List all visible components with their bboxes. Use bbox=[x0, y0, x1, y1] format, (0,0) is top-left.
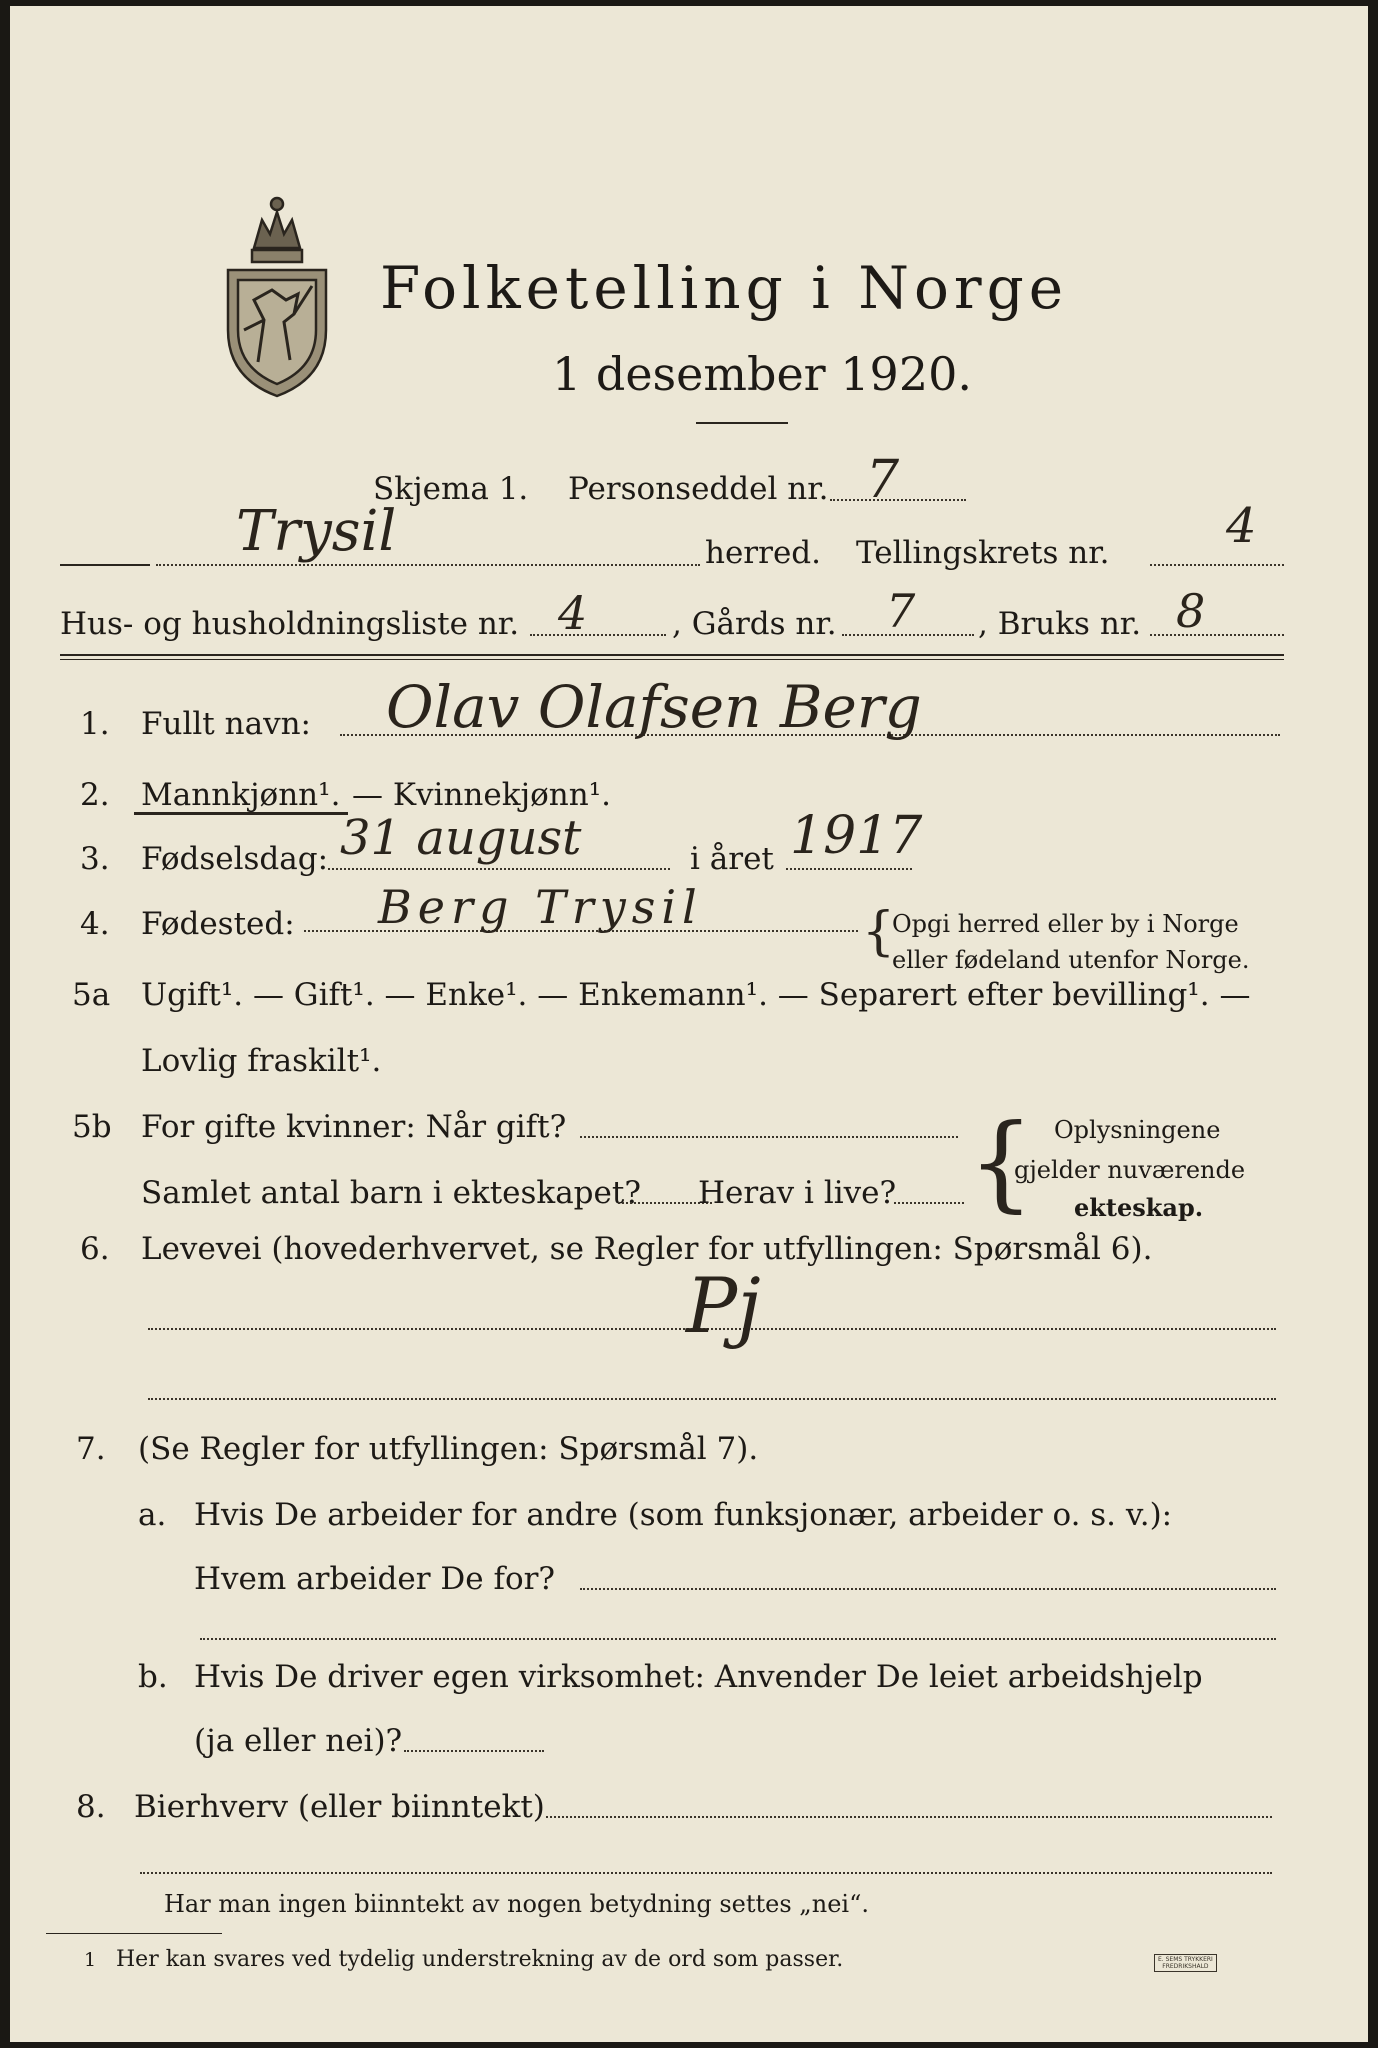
q8-line bbox=[546, 1816, 1272, 1818]
q5b-married-when-label: For gifte kvinner: Når gift? bbox=[141, 1109, 567, 1145]
bruks-value: 8 bbox=[1176, 584, 1206, 638]
q1-label: Fullt navn: bbox=[141, 706, 311, 742]
q5b-brace: { bbox=[968, 1101, 1035, 1223]
norwegian-coat-of-arms-icon bbox=[214, 190, 340, 400]
q6-number: 6. bbox=[80, 1231, 110, 1267]
q5b-children-label: Samlet antal barn i ekteskapet? bbox=[141, 1175, 641, 1211]
tellingskrets-value: 4 bbox=[1226, 498, 1257, 554]
herred-value: Trysil bbox=[236, 499, 397, 564]
q6-value: Pj bbox=[686, 1261, 761, 1350]
printer-stamp-line1: E. SEMS TRYKKERI bbox=[1158, 1956, 1213, 1963]
q5b-alive-label: Herav i live? bbox=[698, 1175, 897, 1211]
personseddel-label: Personseddel nr. bbox=[568, 471, 829, 507]
q4-value: Berg Trysil bbox=[378, 880, 703, 934]
q3-number: 3. bbox=[80, 841, 110, 877]
q6-line-2 bbox=[148, 1398, 1276, 1400]
bruks-line bbox=[1150, 634, 1284, 636]
q8-number: 8. bbox=[76, 1789, 106, 1825]
q4-note-line2: eller fødeland utenfor Norge. bbox=[892, 946, 1250, 974]
q5b-note-line1: Oplysningene bbox=[1054, 1116, 1221, 1144]
q7a-extra-line bbox=[200, 1638, 1276, 1640]
q4-label: Fødested: bbox=[141, 906, 295, 942]
herred-label: herred. bbox=[705, 535, 821, 571]
q6-label: Levevei (hovederhvervet, se Regler for utfyllingen: Spørsmål 6). bbox=[141, 1231, 1153, 1267]
q3-label: Fødselsdag: bbox=[141, 841, 329, 877]
q5a-options-cont: Lovlig fraskilt¹. bbox=[141, 1043, 382, 1079]
schema-label: Skjema 1. bbox=[373, 471, 529, 507]
q7b-yes-no-label: (ja eller nei)? bbox=[194, 1723, 403, 1759]
q5b-note-line3: ekteskap. bbox=[1074, 1193, 1204, 1222]
q3-line bbox=[328, 868, 670, 870]
gards-value: 7 bbox=[886, 584, 916, 638]
bruks-label: , Bruks nr. bbox=[978, 606, 1142, 642]
q7-label: (Se Regler for utfyllingen: Spørsmål 7). bbox=[138, 1431, 759, 1467]
q5b-married-when-line bbox=[580, 1136, 958, 1138]
footnote-mark: 1 bbox=[84, 1949, 97, 1971]
q3-year-label: i året bbox=[690, 841, 774, 877]
gards-label: , Gårds nr. bbox=[672, 606, 837, 642]
q5b-alive-line bbox=[894, 1202, 964, 1204]
q5b-note-line2: gjelder nuværende bbox=[1014, 1156, 1246, 1184]
hus-line bbox=[530, 634, 666, 636]
tellingskrets-label: Tellingskrets nr. bbox=[856, 535, 1110, 571]
q7a-number: a. bbox=[138, 1497, 167, 1533]
q8-note: Har man ingen biinntekt av nogen betydning settes „nei“. bbox=[164, 1890, 869, 1918]
census-form-sheet bbox=[10, 6, 1368, 2042]
header-double-rule-top bbox=[60, 654, 1284, 656]
personseddel-value: 7 bbox=[866, 450, 900, 510]
q3-value: 31 august bbox=[340, 810, 582, 866]
q7a-employer-label: Hvem arbeider De for? bbox=[194, 1561, 556, 1597]
q3-year-value: 1917 bbox=[790, 806, 923, 866]
footnote-rule bbox=[46, 1933, 222, 1934]
tellingskrets-line bbox=[1150, 564, 1284, 566]
printer-stamp bbox=[1154, 1954, 1217, 1972]
q2-rest-options: — Kvinnekjønn¹. bbox=[352, 777, 611, 813]
q7b-yes-no-line bbox=[404, 1750, 544, 1752]
header-double-rule-bottom bbox=[60, 659, 1284, 660]
title-divider bbox=[696, 422, 788, 424]
q7b-label: Hvis De driver egen virksomhet: Anvender De leiet arbeidshjelp bbox=[194, 1659, 1203, 1695]
q4-note-line1: Opgi herred eller by i Norge bbox=[892, 910, 1239, 938]
q7b-number: b. bbox=[138, 1659, 168, 1695]
q5b-number: 5b bbox=[72, 1109, 112, 1145]
q4-number: 4. bbox=[80, 906, 110, 942]
q3-year-line bbox=[786, 868, 912, 870]
q2-male-underline bbox=[134, 812, 348, 815]
q7a-label: Hvis De arbeider for andre (som funksjonær, arbeider o. s. v.): bbox=[194, 1497, 1173, 1533]
q7-number: 7. bbox=[76, 1431, 106, 1467]
q2-male-option: Mannkjønn¹. bbox=[141, 777, 341, 813]
q5a-options: Ugift¹. — Gift¹. — Enke¹. — Enkemann¹. — Separert efter bevilling¹. — bbox=[141, 977, 1251, 1013]
q8-label: Bierhverv (eller biinntekt) bbox=[134, 1789, 545, 1825]
census-date: 1 desember 1920. bbox=[552, 347, 972, 401]
q4-brace: { bbox=[862, 902, 896, 962]
hus-value: 4 bbox=[558, 586, 588, 640]
printer-stamp-line2: FREDRIKSHALD bbox=[1162, 1963, 1209, 1970]
q8-extra-line bbox=[140, 1872, 1272, 1874]
footnote-text: Her kan svares ved tydelig understrekning av de ord som passer. bbox=[116, 1947, 844, 1972]
q7a-employer-line bbox=[580, 1588, 1276, 1590]
q2-number: 2. bbox=[80, 777, 110, 813]
q5a-number: 5a bbox=[72, 977, 111, 1013]
q1-number: 1. bbox=[80, 706, 110, 742]
hus-label: Hus- og husholdningsliste nr. bbox=[60, 606, 520, 642]
q1-value: Olav Olafsen Berg bbox=[386, 673, 922, 741]
herred-line-left bbox=[60, 564, 150, 566]
herred-line bbox=[156, 564, 700, 566]
page-title: Folketelling i Norge bbox=[380, 254, 1069, 322]
